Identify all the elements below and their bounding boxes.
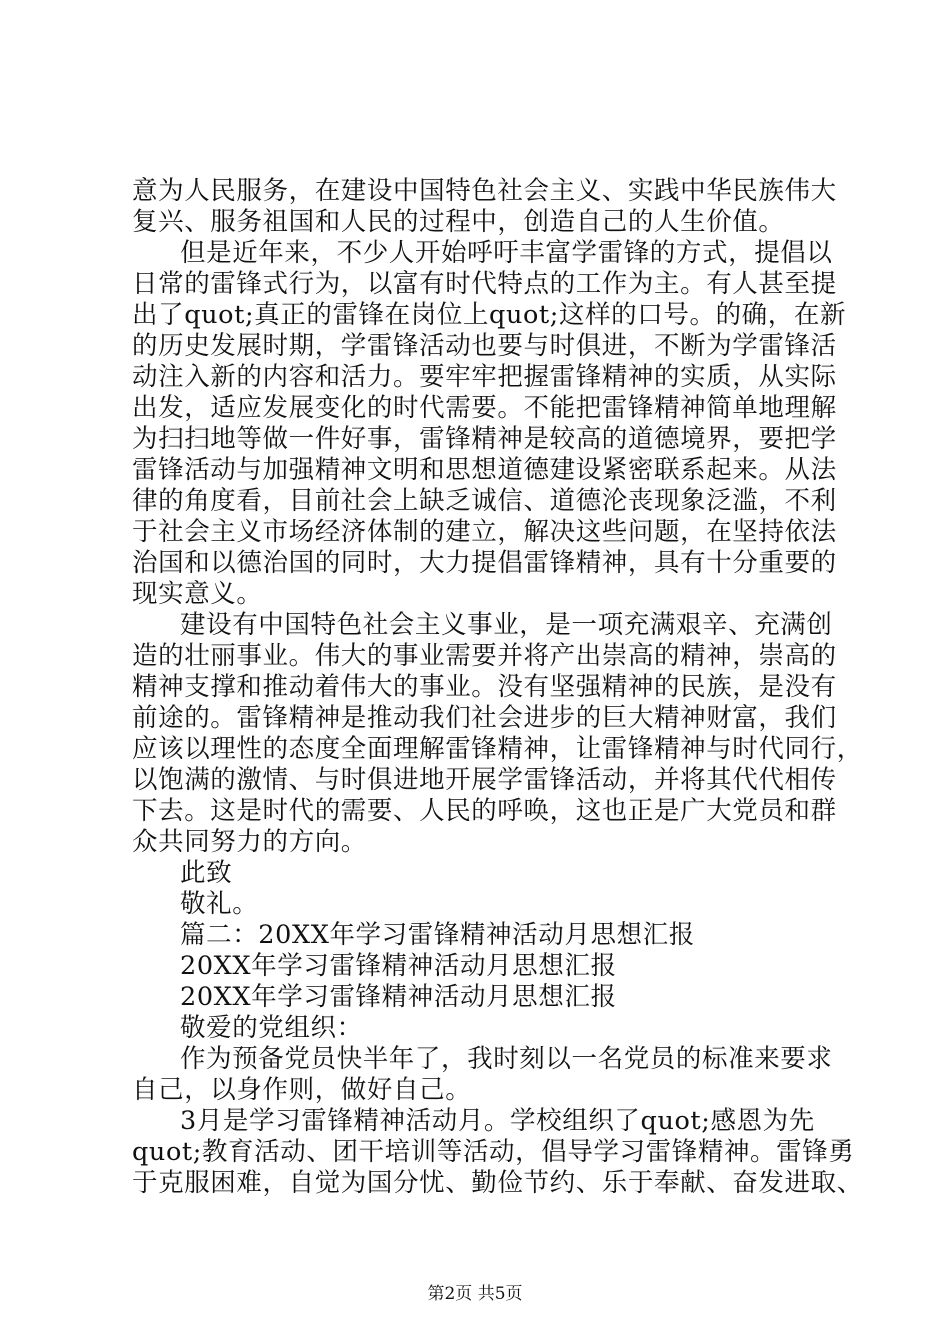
text-line: 造的壮丽事业。伟大的事业需要并将产出崇高的精神，崇高的 bbox=[132, 641, 837, 671]
report-title: 20XX年学习雷锋精神活动月思想汇报 bbox=[180, 982, 617, 1012]
text-line: 意为人民服务，在建设中国特色社会主义、实践中华民族伟大 bbox=[132, 176, 837, 206]
text-line: 出发，适应发展变化的时代需要。不能把雷锋精神简单地理解 bbox=[132, 393, 837, 423]
text-line: 雷锋活动与加强精神文明和思想道德建设紧密联系起来。从法 bbox=[132, 455, 837, 485]
text-line: 应该以理性的态度全面理解雷锋精神，让雷锋精神与时代同行， bbox=[132, 734, 863, 764]
text-line: 以饱满的激情、与时俱进地开展学雷锋活动，并将其代代相传 bbox=[132, 765, 837, 795]
text-line: 于克服困难，自觉为国分忧、勤俭节约、乐于奉献、奋发进取、 bbox=[132, 1168, 863, 1198]
report-title: 20XX年学习雷锋精神活动月思想汇报 bbox=[180, 951, 617, 981]
text-line: 下去。这是时代的需要、人民的呼唤，这也正是广大党员和群 bbox=[132, 796, 837, 826]
text-line: 现实意义。 bbox=[132, 579, 263, 609]
section-heading: 篇二：20XX年学习雷锋精神活动月思想汇报 bbox=[180, 920, 695, 950]
text-line: 作为预备党员快半年了，我时刻以一名党员的标准来要求 bbox=[180, 1044, 833, 1074]
text-line: 众共同努力的方向。 bbox=[132, 827, 367, 857]
text-line: 精神支撑和推动着伟大的事业。没有坚强精神的民族，是没有 bbox=[132, 672, 837, 702]
salutation-closing: 此致 bbox=[180, 858, 233, 888]
text-line: 于社会主义市场经济体制的建立，解决这些问题，在坚持依法 bbox=[132, 517, 837, 547]
salutation-regards: 敬礼。 bbox=[180, 889, 259, 919]
text-line: 前途的。雷锋精神是推动我们社会进步的巨大精神财富，我们 bbox=[132, 703, 837, 733]
text-line: 的历史发展时期，学雷锋活动也要与时俱进，不断为学雷锋活 bbox=[132, 331, 837, 361]
text-line: quot;教育活动、团干培训等活动，倡导学习雷锋精神。雷锋勇 bbox=[132, 1137, 855, 1167]
text-line: 建设有中国特色社会主义事业，是一项充满艰辛、充满创 bbox=[180, 610, 833, 640]
text-line: 复兴、服务祖国和人民的过程中，创造自己的人生价值。 bbox=[132, 207, 785, 237]
salutation-greeting: 敬爱的党组织： bbox=[180, 1013, 363, 1043]
text-line: 日常的雷锋式行为，以富有时代特点的工作为主。有人甚至提 bbox=[132, 269, 837, 299]
text-line: 治国和以德治国的同时，大力提倡雷锋精神，具有十分重要的 bbox=[132, 548, 837, 578]
text-line: 为扫扫地等做一件好事，雷锋精神是较高的道德境界，要把学 bbox=[132, 424, 837, 454]
text-line: 出了quot;真正的雷锋在岗位上quot;这样的口号。的确，在新 bbox=[132, 300, 847, 330]
text-line: 3月是学习雷锋精神活动月。学校组织了quot;感恩为先 bbox=[180, 1106, 815, 1136]
text-line: 动注入新的内容和活力。要牢牢把握雷锋精神的实质，从实际 bbox=[132, 362, 837, 392]
page-footer: 第2页 共5页 bbox=[427, 1284, 523, 1304]
text-line: 律的角度看，目前社会上缺乏诚信、道德沦丧现象泛滥，不利 bbox=[132, 486, 837, 516]
text-line: 自己，以身作则，做好自己。 bbox=[132, 1075, 472, 1105]
text-line: 但是近年来，不少人开始呼吁丰富学雷锋的方式，提倡以 bbox=[180, 238, 833, 268]
